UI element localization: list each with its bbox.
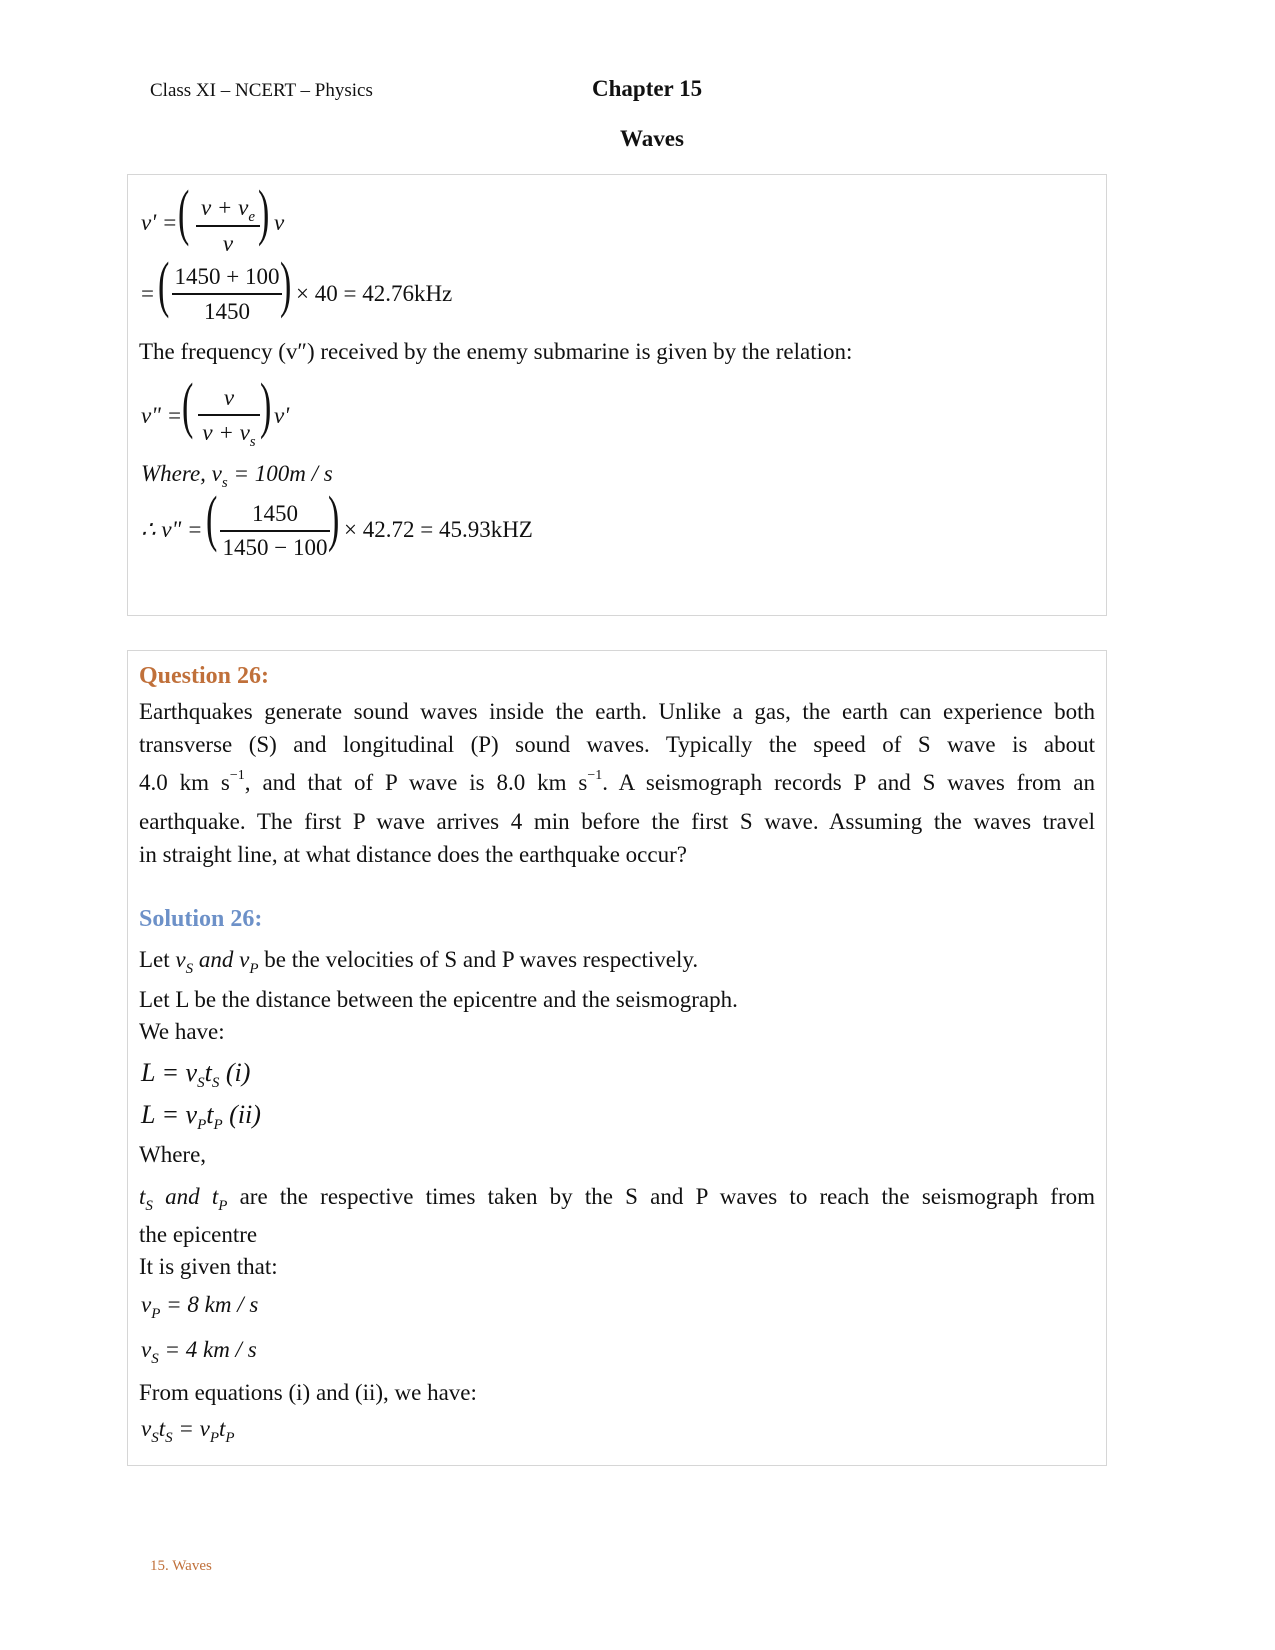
solution-heading: Solution 26:: [139, 906, 263, 932]
eq3-denominator: $v + v_s$: [202, 420, 256, 450]
eq2-fraction-bar: [172, 293, 282, 295]
solution-where: Where,: [139, 1142, 207, 1167]
eq3-tail: v': [274, 403, 290, 428]
eq3-fraction-bar: [198, 414, 260, 416]
vp-value: $v_P = 8$ km / s: [141, 1292, 259, 1322]
eq4-paren-left: (: [206, 485, 218, 553]
where-vs-line: Where, $v_s = 100m / s$: [141, 461, 333, 491]
eq4-denominator: 1450 − 100: [222, 535, 328, 560]
header-title: Waves: [620, 126, 684, 151]
solution-line-2: Let L be the distance between the epicentre and the seismograph.: [139, 987, 738, 1012]
eq2-tail: × 40 = 42.76kHz: [296, 281, 453, 306]
eq3-paren-right: ): [260, 372, 272, 440]
page-footer: 15. Waves: [150, 1558, 212, 1574]
eq1-tail: v: [274, 210, 285, 235]
equation-i: $L = v_St_S$ (i): [141, 1058, 251, 1091]
solution-times-line-2: the epicentre: [139, 1222, 258, 1247]
eq2-lhs: =: [141, 281, 154, 306]
question-line-2: transverse (S) and longitudinal (P) sound waves. Typically the speed of S wave is about: [139, 732, 1095, 757]
question-line-1: Earthquakes generate sound waves inside the earth. Unlike a gas, the earth can experience both: [139, 699, 1095, 724]
question-heading: Question 26:: [139, 663, 270, 689]
eq2-numerator: 1450 + 100: [174, 264, 280, 289]
eq4-tail: × 42.72 = 45.93kHZ: [344, 517, 533, 542]
final-equation: $v_St_S = v_Pt_P$: [141, 1416, 235, 1446]
eq2-paren-left: (: [158, 251, 170, 319]
eq4-numerator: 1450: [252, 501, 298, 526]
eq4-paren-right: ): [328, 485, 340, 553]
eq3-lhs: v" =: [141, 403, 183, 428]
equation-ii: $L = v_Pt_P$ (ii): [141, 1100, 261, 1133]
eq1-paren-right: ): [258, 179, 270, 247]
eq1-paren-left: (: [178, 179, 190, 247]
eq2-paren-right: ): [280, 251, 292, 319]
eq1-denominator: v: [222, 231, 234, 256]
frequency-relation-text: The frequency (v″) received by the enemy submarine is given by the relation:: [139, 339, 853, 364]
question-line-4: earthquake. The first P wave arrives 4 min before the first S wave. Assuming the waves travel: [139, 809, 1095, 834]
question-line-3: 4.0 km $s^{-1}$, and that of P wave is 8.0 km $s^{-1}$. A seismograph records P and S waves from an: [139, 768, 1095, 795]
eq1-lhs: v' =: [141, 210, 178, 235]
header-course: Class XI – NCERT – Physics: [150, 80, 373, 101]
eq4-fraction-bar: [220, 530, 330, 532]
eq4-lhs: ∴ v" =: [141, 517, 203, 542]
vs-value: $v_S = 4$ km / s: [141, 1337, 257, 1367]
solution-given: It is given that:: [139, 1254, 278, 1279]
eq3-paren-left: (: [182, 372, 194, 440]
eq3-numerator: v: [223, 385, 235, 410]
solution-line-3: We have:: [139, 1019, 225, 1044]
solution-times-line: $t_S$ and $t_P$ are the respective times taken by the S and P waves to reach the seismograph from: [139, 1184, 1095, 1214]
eq1-fraction-bar: [196, 225, 260, 227]
solution-from-equations: From equations (i) and (ii), we have:: [139, 1380, 477, 1405]
eq1-numerator: $v + v_e$: [200, 195, 256, 225]
eq2-denominator: 1450: [204, 299, 250, 324]
question-line-5: in straight line, at what distance does the earthquake occur?: [139, 842, 687, 867]
solution-line-1: Let $v_S$ and $v_P$ be the velocities of S and P waves respectively.: [139, 947, 699, 977]
header-chapter: Chapter 15: [592, 76, 703, 101]
